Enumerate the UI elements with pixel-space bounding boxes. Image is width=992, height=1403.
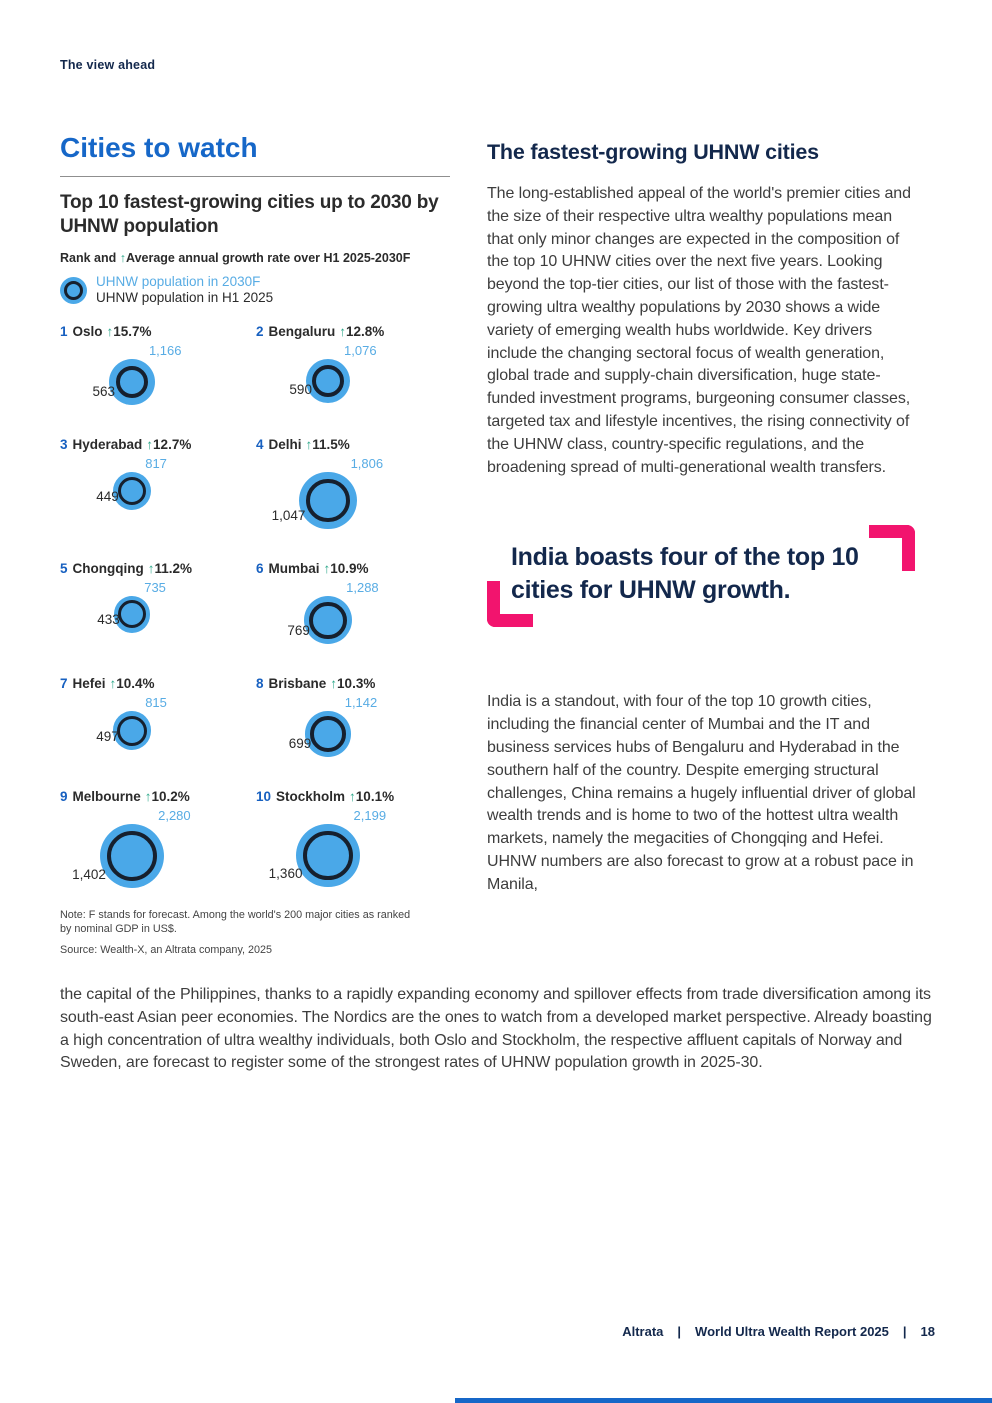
city-rank: 1: [60, 324, 68, 339]
city-rank: 7: [60, 676, 68, 692]
chart-caption: [60, 251, 450, 265]
legend-inner-ring: [64, 281, 83, 300]
city-entry-delhi: [256, 437, 452, 543]
city-growth-rate: 12.8%: [346, 324, 385, 339]
city-rank: 5: [60, 561, 68, 577]
city-entry-stockholm: [256, 789, 452, 902]
city-entry-mumbai: [256, 561, 452, 658]
footer-page-number: 18: [920, 1324, 935, 1339]
city-name: Hyderabad: [72, 436, 143, 452]
value-2030: 2,280: [158, 807, 191, 823]
right-column: [487, 140, 939, 897]
section-eyebrow: The view ahead: [60, 58, 156, 72]
value-2025: 699: [288, 735, 312, 751]
value-2030: 817: [145, 455, 167, 471]
page-footer: [622, 1324, 935, 1339]
chart-caption-suffix: Average annual growth rate over H1 2025-2030F: [126, 251, 411, 265]
growth-arrow-icon: ↑: [146, 436, 154, 452]
growth-arrow-icon: ↑: [144, 788, 152, 804]
city-name: Melbourne: [72, 788, 141, 804]
article-paragraph-1: The long-established appeal of the world's premier cities and the size of their respective ultra wealthy populations mean that only minor changes are expected in the composition of the top 10 UHNW cities over the next five years. Looking beyond the top-tier cities, our list of those with the fastest-growing ultra wealthy populations by 2030 shows a wide variety of emerging wealth hubs worldwide. Key drivers include the changing sectoral focus of wealth generation, global trade and supply-chain diversification, huge state-funded investment programs, burgeoning consumer classes, targeted tax and lifestyle incentives, the rising connectivity of the UHNW class, country-specific regulations, and the broadening spread of multi-generational wealth transfers.: [487, 185, 911, 476]
city-header: [256, 437, 452, 452]
city-rank: 3: [60, 436, 68, 452]
left-column: [60, 132, 450, 956]
growth-arrow-icon: ↑: [106, 324, 114, 339]
city-header: [60, 437, 256, 452]
city-entry-bengaluru: [256, 324, 452, 419]
pull-quote-text: India boasts four of the top 10 cities for UHNW growth.: [511, 543, 859, 605]
city-bubble: [60, 452, 256, 524]
growth-arrow-icon: ↑: [330, 676, 338, 692]
city-name: Brisbane: [268, 676, 327, 692]
footer-separator: |: [902, 1324, 907, 1339]
city-name: Chongqing: [72, 561, 144, 577]
value-2030: 1,142: [344, 695, 378, 711]
page-bottom-accent-bar: [455, 1398, 992, 1403]
value-2030: 815: [145, 695, 167, 711]
value-2025: 1,047: [271, 508, 306, 524]
bubble-2025-ring: [107, 831, 157, 881]
city-rank: 4: [256, 436, 264, 452]
city-name: Stockholm: [276, 788, 346, 804]
city-entry-hyderabad: [60, 437, 256, 543]
footer-brand: Altrata: [622, 1324, 664, 1339]
value-2030: 1,166: [148, 343, 182, 358]
bubble-2025-ring: [310, 716, 346, 752]
growth-arrow-icon: ↑: [119, 251, 126, 265]
city-name: Mumbai: [268, 561, 320, 577]
city-bubble: [256, 452, 452, 543]
city-header: [256, 324, 452, 339]
city-bubble: [256, 576, 452, 658]
legend-label-2030: UHNW population in 2030F: [96, 274, 261, 289]
footer-separator: |: [677, 1324, 682, 1339]
city-entry-chongqing: [60, 561, 256, 658]
value-2025: 769: [287, 623, 310, 639]
bubble-2025-ring: [306, 479, 350, 523]
value-2025: 497: [96, 728, 119, 744]
city-header: [256, 676, 452, 691]
bubble-2025-ring: [309, 602, 346, 639]
city-growth-rate: 10.9%: [330, 561, 369, 577]
value-2030: 735: [144, 580, 166, 596]
bubble-legend-icon: [60, 277, 87, 304]
city-entry-hefei: [60, 676, 256, 770]
city-growth-rate: 12.7%: [153, 436, 192, 452]
value-2025: 449: [96, 489, 119, 505]
bubble-2025-ring: [117, 716, 147, 746]
page-title: Cities to watch: [60, 132, 450, 177]
city-header: [60, 676, 256, 691]
city-header: [60, 561, 256, 576]
value-2030: 1,806: [350, 455, 384, 471]
city-bubble: [60, 339, 256, 419]
growth-arrow-icon: ↑: [305, 436, 313, 452]
city-header: [60, 324, 256, 339]
growth-arrow-icon: ↑: [109, 676, 117, 692]
chart-source: Source: Wealth-X, an Altrata company, 2025: [60, 944, 273, 956]
value-2030: 2,199: [353, 807, 387, 823]
value-2030: 1,288: [346, 580, 379, 596]
city-bubble: [256, 804, 452, 901]
city-rank: 8: [256, 676, 264, 692]
city-header: [256, 561, 452, 576]
value-2025: 433: [97, 611, 120, 627]
city-growth-rate: 10.2%: [151, 788, 190, 804]
city-entry-brisbane: [256, 676, 452, 770]
value-2025: 1,360: [268, 865, 303, 881]
city-rank: 2: [256, 324, 264, 339]
city-growth-rate: 15.7%: [113, 324, 152, 339]
city-bubble: [60, 691, 256, 763]
growth-arrow-icon: ↑: [349, 788, 356, 804]
city-header: [256, 789, 452, 804]
city-growth-rate: 11.2%: [154, 561, 193, 577]
pull-quote: [487, 525, 939, 643]
city-bubble: [60, 576, 256, 646]
article-paragraph-2: India is a standout, with four of the top 10 growth cities, including the financial center of Mumbai and the IT and business services hubs of Bengaluru and Hyderabad in the southern half of the country. Despite emerging structural challenges, China remains a hugely influential driver of global wealth trends and is home to two of the hottest ultra wealth markets, namely the megacities of Chongqing and Hefei. UHNW numbers are also forecast to grow at a robust pace in Manila,: [487, 693, 916, 893]
chart-legend: [60, 274, 450, 306]
growth-arrow-icon: ↑: [147, 561, 155, 577]
city-growth-rate: 10.1%: [355, 788, 395, 804]
growth-arrow-icon: ↑: [339, 324, 347, 339]
value-2025: 1,402: [72, 867, 106, 882]
city-bubble: [60, 804, 256, 902]
article-heading: The fastest-growing UHNW cities: [487, 140, 819, 164]
city-name: Bengaluru: [268, 324, 336, 339]
value-2030: 1,076: [344, 343, 377, 358]
city-rank: 6: [256, 561, 264, 577]
chart-caption-prefix: Rank and: [60, 251, 120, 265]
city-entry-oslo: [60, 324, 256, 419]
growth-arrow-icon: ↑: [323, 561, 331, 577]
city-rank: 10: [256, 788, 272, 804]
city-growth-rate: 11.5%: [312, 436, 350, 452]
chart-title: Top 10 fastest-growing cities up to 2030 by UHNW population: [60, 192, 439, 237]
city-growth-rate: 10.3%: [337, 676, 376, 692]
city-bubble: [256, 339, 452, 417]
city-bubble-grid: [60, 324, 450, 902]
bubble-2025-ring: [116, 366, 148, 398]
bubble-2025-ring: [303, 831, 353, 881]
footer-report-title: World Ultra Wealth Report 2025: [695, 1324, 889, 1339]
value-2025: 563: [92, 383, 116, 399]
city-name: Hefei: [72, 676, 106, 692]
value-2025: 590: [289, 382, 312, 398]
city-bubble: [256, 691, 452, 770]
city-name: Oslo: [72, 324, 103, 339]
city-growth-rate: 10.4%: [116, 676, 155, 692]
article-paragraph-3: the capital of the Philippines, thanks to a rapidly expanding economy and spillover effects from trade diversification among its south-east Asian peer economies. The Nordics are the ones to watch from a developed market perspective. Already boasting a high concentration of ultra wealthy individuals, both Oslo and Stockholm, the respective affluent capitals of Norway and Sweden, are forecast to register some of the strongest rates of UHNW population growth in 2025-30.: [60, 986, 932, 1072]
city-rank: 9: [60, 788, 68, 804]
city-name: Delhi: [268, 436, 302, 452]
legend-label-2025: UHNW population in H1 2025: [96, 290, 274, 305]
chart-note: Note: F stands for forecast. Among the world's 200 major cities as ranked by nominal GDP in US$.: [60, 909, 411, 935]
city-header: [60, 789, 256, 804]
city-entry-melbourne: [60, 789, 256, 902]
